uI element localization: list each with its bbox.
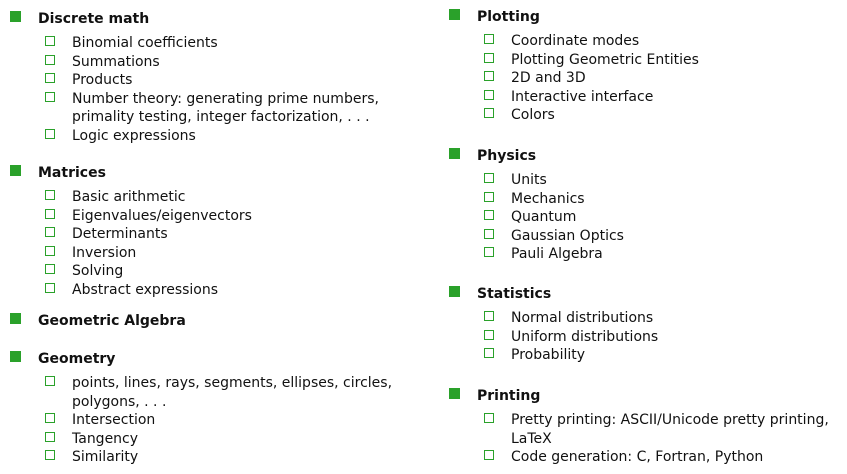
list-item-text: Number theory: generating prime numbers, primality testing, integer factorization, . . . xyxy=(72,90,379,125)
hollow-square-bullet-icon xyxy=(45,450,55,460)
list-item-text: Probability xyxy=(511,347,586,363)
list-item-text: Quantum xyxy=(511,209,577,225)
list-item-text: Intersection xyxy=(72,412,156,428)
section-printing xyxy=(449,387,847,467)
list-item xyxy=(10,411,420,430)
list-item-text: Logic expressions xyxy=(72,127,196,144)
hollow-square-bullet-icon xyxy=(45,376,55,386)
item-list xyxy=(449,309,847,365)
list-item-text: Abstract expressions xyxy=(72,281,219,298)
list-item xyxy=(449,190,847,209)
list-item-text: Pauli Algebra xyxy=(511,246,603,262)
list-item xyxy=(10,188,420,207)
hollow-square-bullet-icon xyxy=(45,413,55,423)
list-item-text: Plotting Geometric Entities xyxy=(511,51,699,68)
list-item xyxy=(10,262,420,281)
list-item xyxy=(449,208,847,227)
list-item-text: points, lines, rays, segments, ellipses, circles, polygons, . . . xyxy=(72,375,393,410)
hollow-square-bullet-icon xyxy=(484,71,494,81)
list-item-text: Uniform distributions xyxy=(511,328,659,345)
hollow-square-bullet-icon xyxy=(45,264,55,274)
list-item xyxy=(10,127,420,146)
list-item xyxy=(449,106,847,125)
list-item-text: Gaussian Optics xyxy=(511,227,624,244)
hollow-square-bullet-icon xyxy=(484,173,494,183)
hollow-square-bullet-icon xyxy=(484,450,494,460)
hollow-square-bullet-icon xyxy=(484,247,494,257)
hollow-square-bullet-icon xyxy=(484,90,494,100)
item-list xyxy=(10,374,420,467)
list-item-text: Basic arithmetic xyxy=(72,189,186,205)
section-matrices xyxy=(10,164,420,299)
hollow-square-bullet-icon xyxy=(484,311,494,321)
hollow-square-bullet-icon xyxy=(484,108,494,118)
section-title: Statistics xyxy=(477,286,552,302)
hollow-square-bullet-icon xyxy=(484,192,494,202)
square-bullet-icon xyxy=(449,9,460,20)
list-item xyxy=(10,34,420,53)
list-item-text: Interactive interface xyxy=(511,88,654,105)
hollow-square-bullet-icon xyxy=(45,92,55,102)
list-item-text: Similarity xyxy=(72,449,139,465)
list-item-text: Summations xyxy=(72,53,160,70)
hollow-square-bullet-icon xyxy=(484,229,494,239)
hollow-square-bullet-icon xyxy=(484,53,494,63)
section-header xyxy=(449,387,847,405)
section-title: Geometry xyxy=(38,351,116,367)
section-statistics xyxy=(449,285,847,365)
section-header xyxy=(10,10,420,28)
section-title: Printing xyxy=(477,388,541,404)
section-header xyxy=(10,164,420,182)
item-list xyxy=(449,32,847,125)
hollow-square-bullet-icon xyxy=(484,330,494,340)
list-item-text: Code generation: C, Fortran, Python xyxy=(511,449,764,465)
section-geometry xyxy=(10,350,420,467)
item-list xyxy=(10,34,420,145)
list-item xyxy=(449,88,847,107)
hollow-square-bullet-icon xyxy=(45,36,55,46)
list-item xyxy=(10,430,420,449)
hollow-square-bullet-icon xyxy=(45,246,55,256)
hollow-square-bullet-icon xyxy=(45,227,55,237)
list-item-text: Inversion xyxy=(72,244,137,261)
section-header xyxy=(449,8,847,26)
list-item-text: Determinants xyxy=(72,226,168,242)
list-item-text: 2D and 3D xyxy=(511,70,586,86)
hollow-square-bullet-icon xyxy=(45,190,55,200)
list-item xyxy=(449,328,847,347)
section-header xyxy=(10,350,420,368)
list-item xyxy=(10,225,420,244)
item-list xyxy=(449,411,847,467)
list-item xyxy=(449,448,847,467)
hollow-square-bullet-icon xyxy=(45,283,55,293)
list-item-text: Coordinate modes xyxy=(511,33,640,49)
list-item-text: Products xyxy=(72,72,133,88)
list-item xyxy=(10,374,420,411)
square-bullet-icon xyxy=(10,165,21,176)
square-bullet-icon xyxy=(449,286,460,297)
section-header xyxy=(10,312,420,330)
list-item-text: Solving xyxy=(72,263,124,279)
section-header xyxy=(449,147,847,165)
list-item xyxy=(449,245,847,264)
list-item-text: Normal distributions xyxy=(511,310,654,326)
hollow-square-bullet-icon xyxy=(484,34,494,44)
item-list xyxy=(449,171,847,264)
list-item xyxy=(449,32,847,51)
square-bullet-icon xyxy=(449,388,460,399)
square-bullet-icon xyxy=(10,313,21,324)
section-physics xyxy=(449,147,847,264)
list-item xyxy=(449,227,847,246)
hollow-square-bullet-icon xyxy=(45,432,55,442)
list-item-text: Units xyxy=(511,172,547,188)
list-item xyxy=(449,171,847,190)
hollow-square-bullet-icon xyxy=(45,129,55,139)
section-geometric-algebra xyxy=(10,312,420,330)
list-item-text: Pretty printing: ASCII/Unicode pretty printing, LaTeX xyxy=(511,412,829,447)
square-bullet-icon xyxy=(449,148,460,159)
list-item xyxy=(10,448,420,467)
section-plotting xyxy=(449,8,847,125)
section-header xyxy=(449,285,847,303)
list-item xyxy=(10,281,420,300)
list-item xyxy=(10,53,420,72)
section-title: Physics xyxy=(477,148,537,164)
section-title: Matrices xyxy=(38,165,106,181)
list-item-text: Tangency xyxy=(72,430,139,447)
section-title: Plotting xyxy=(477,9,540,25)
section-title: Geometric Algebra xyxy=(38,313,186,329)
list-item-text: Mechanics xyxy=(511,190,585,207)
hollow-square-bullet-icon xyxy=(45,55,55,65)
list-item xyxy=(449,411,847,448)
square-bullet-icon xyxy=(10,351,21,362)
square-bullet-icon xyxy=(10,11,21,22)
list-item xyxy=(449,309,847,328)
item-list xyxy=(10,188,420,299)
list-item xyxy=(10,244,420,263)
hollow-square-bullet-icon xyxy=(45,73,55,83)
list-item-text: Eigenvalues/eigenvectors xyxy=(72,207,252,224)
hollow-square-bullet-icon xyxy=(484,210,494,220)
hollow-square-bullet-icon xyxy=(484,348,494,358)
list-item xyxy=(10,71,420,90)
list-item xyxy=(449,51,847,70)
section-title: Discrete math xyxy=(38,11,150,27)
list-item-text: Colors xyxy=(511,107,555,123)
section-discrete-math xyxy=(10,10,420,145)
hollow-square-bullet-icon xyxy=(484,413,494,423)
list-item xyxy=(449,69,847,88)
list-item xyxy=(10,207,420,226)
list-item xyxy=(449,346,847,365)
hollow-square-bullet-icon xyxy=(45,209,55,219)
list-item xyxy=(10,90,420,127)
list-item-text: Binomial coefficients xyxy=(72,35,218,51)
